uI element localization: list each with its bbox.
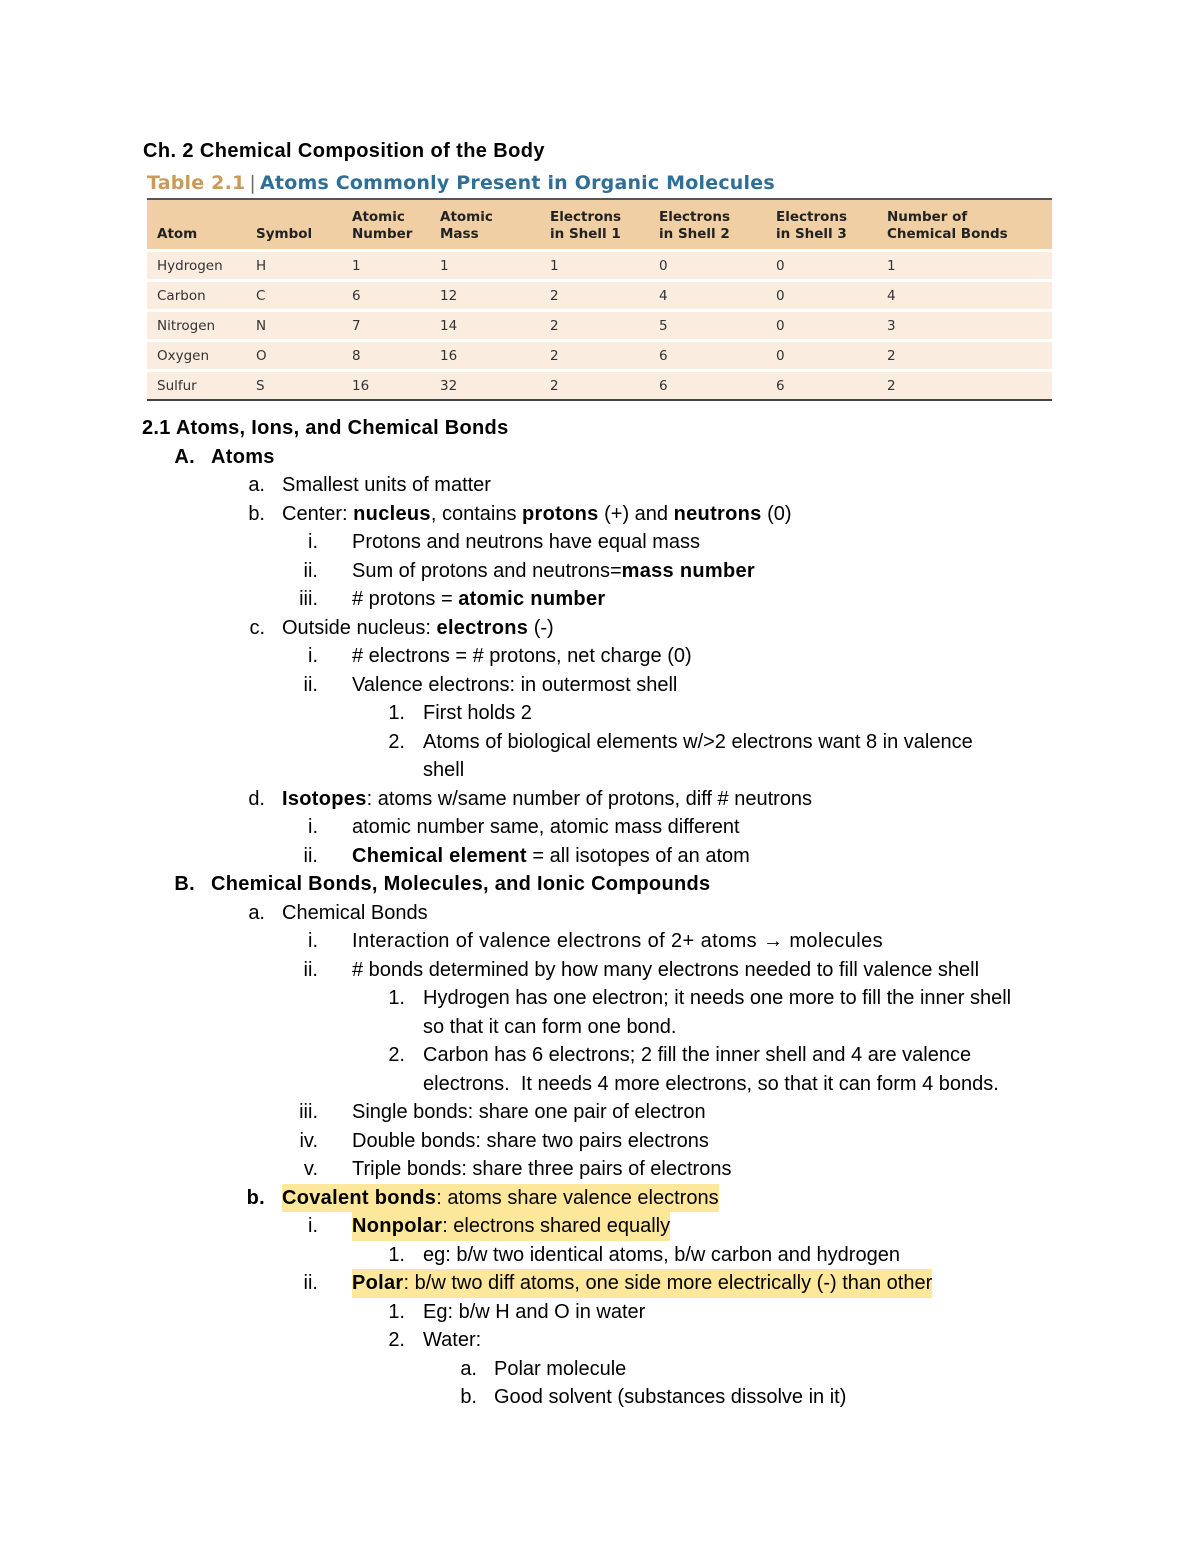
list-text: Chemical Bonds: [282, 901, 428, 924]
atoms-table: [147, 198, 1052, 401]
list-item: [0, 1184, 1200, 1213]
list-text: electrons. It needs 4 more electrons, so that it can form 4 bonds.: [423, 1072, 999, 1095]
table-cell: 6: [649, 371, 766, 401]
list-marker: i.: [308, 1215, 318, 1237]
list-marker: b.: [246, 1186, 265, 1209]
list-marker: iv.: [299, 1129, 318, 1152]
list-item: [0, 956, 1200, 985]
list-marker: 1.: [388, 1243, 405, 1266]
list-item: [0, 899, 1200, 928]
table-cell: 1: [342, 251, 430, 281]
list-marker: i.: [308, 816, 318, 838]
list-text: eg: b/w two identical atoms, b/w carbon and hydrogen: [423, 1243, 900, 1266]
table-cell: 0: [766, 311, 877, 341]
list-text: Double bonds: share two pairs electrons: [352, 1129, 709, 1152]
heading-chemical-bonds: Chemical Bonds, Molecules, and Ionic Compounds: [211, 873, 711, 895]
list-text: Triple bonds: share three pairs of electrons: [352, 1158, 732, 1180]
highlighted-text: Covalent bonds: atoms share valence electrons: [282, 1184, 719, 1213]
list-item: [0, 500, 1200, 529]
list-text: # protons = atomic number: [352, 588, 606, 610]
list-text: Outside nucleus: electrons (-): [282, 616, 554, 639]
table-cell: 2: [540, 341, 649, 371]
table-cell: 2: [540, 281, 649, 311]
list-text: Atoms of biological elements w/>2 electrons want 8 in valence: [423, 730, 973, 753]
table-cell: 2: [540, 311, 649, 341]
list-item: [0, 842, 1200, 871]
list-item: [0, 699, 1200, 728]
table-cell: 2: [540, 371, 649, 401]
table-cell: 14: [430, 311, 540, 341]
header-shell-3: Electrons in Shell 3: [766, 199, 877, 251]
table-caption: [147, 172, 775, 194]
list-text: Polar molecule: [494, 1357, 627, 1380]
list-marker: b.: [248, 502, 265, 525]
list-marker: iii.: [299, 588, 318, 610]
table-cell: 2: [877, 371, 1052, 401]
list-marker: ii.: [303, 1272, 318, 1294]
table-cell: O: [246, 341, 342, 371]
list-text: shell: [423, 759, 465, 781]
list-item: [0, 1098, 1200, 1127]
page-title: Ch. 2 Chemical Composition of the Body: [143, 140, 545, 162]
list-marker: a.: [248, 474, 265, 496]
list-item: [0, 813, 1200, 842]
table-row: [147, 281, 1052, 311]
section-heading-row: [0, 414, 1200, 443]
list-item-continuation: [0, 756, 1200, 785]
list-item: [0, 1041, 1200, 1070]
list-marker: 2.: [388, 1044, 405, 1066]
header-chemical-bonds: Number of Chemical Bonds: [877, 199, 1052, 251]
table-cell: 5: [649, 311, 766, 341]
list-marker: ii.: [303, 673, 318, 696]
table-cell: H: [246, 251, 342, 281]
list-item: [0, 728, 1200, 757]
table-cell: S: [246, 371, 342, 401]
list-marker: d.: [248, 787, 265, 810]
list-marker: 2.: [388, 1329, 405, 1351]
table-cell: 12: [430, 281, 540, 311]
highlighted-text: Nonpolar: electrons shared equally: [352, 1212, 670, 1241]
list-text: Protons and neutrons have equal mass: [352, 531, 700, 553]
list-text: First holds 2: [423, 702, 532, 724]
list-text: Center: nucleus, contains protons (+) and neutrons (0): [282, 502, 792, 525]
list-text: # electrons = # protons, net charge (0): [352, 645, 692, 667]
list-item: [0, 1355, 1200, 1384]
table-cell: Oxygen: [147, 341, 246, 371]
list-marker: a.: [460, 1357, 477, 1380]
caption-separator: |: [249, 172, 257, 194]
list-text: # bonds determined by how many electrons needed to fill valence shell: [352, 958, 980, 981]
list-item: [0, 557, 1200, 586]
table-cell: Sulfur: [147, 371, 246, 401]
list-marker: 2.: [388, 730, 405, 753]
list-item: [0, 585, 1200, 614]
table-cell: 32: [430, 371, 540, 401]
list-text: Hydrogen has one electron; it needs one more to fill the inner shell: [423, 987, 1012, 1009]
table-cell: 1: [877, 251, 1052, 281]
list-item: [0, 984, 1200, 1013]
list-item-continuation: [0, 1070, 1200, 1099]
table-cell: 1: [430, 251, 540, 281]
header-atom: Atom: [147, 199, 246, 251]
list-item: [0, 1298, 1200, 1327]
list-text: Sum of protons and neutrons=mass number: [352, 559, 755, 582]
list-marker: ii.: [303, 559, 318, 582]
table-title: Atoms Commonly Present in Organic Molecules: [260, 172, 775, 194]
list-marker: 1.: [388, 987, 405, 1009]
list-item: [0, 614, 1200, 643]
list-marker: ii.: [303, 958, 318, 981]
list-marker: iii.: [299, 1101, 318, 1123]
header-shell-1: Electrons in Shell 1: [540, 199, 649, 251]
list-text: Water:: [423, 1329, 482, 1351]
header-symbol: Symbol: [246, 199, 342, 251]
list-item: [0, 1127, 1200, 1156]
table-cell: 0: [766, 251, 877, 281]
table-row: [147, 371, 1052, 401]
table-cell: 4: [649, 281, 766, 311]
list-marker: a.: [248, 901, 265, 924]
table-cell: 7: [342, 311, 430, 341]
list-marker: A.: [174, 445, 195, 468]
list-item: [0, 1212, 1200, 1241]
table-header-row: [147, 199, 1052, 251]
list-item: [0, 1326, 1200, 1355]
list-marker: c.: [249, 616, 265, 639]
highlighted-text: Polar: b/w two diff atoms, one side more electrically (-) than other: [352, 1269, 932, 1298]
list-marker: 1.: [388, 702, 405, 724]
list-marker: ii.: [303, 844, 318, 867]
table-cell: 6: [342, 281, 430, 311]
list-text: Valence electrons: in outermost shell: [352, 673, 678, 696]
list-item: [0, 471, 1200, 500]
list-text: Single bonds: share one pair of electron: [352, 1101, 706, 1123]
list-marker: b.: [460, 1386, 477, 1408]
notes-outline: [0, 414, 1200, 1412]
list-marker: 1.: [388, 1300, 405, 1323]
list-text: Smallest units of matter: [282, 474, 491, 496]
header-shell-2: Electrons in Shell 2: [649, 199, 766, 251]
table-cell: 1: [540, 251, 649, 281]
table-cell: Hydrogen: [147, 251, 246, 281]
list-text: Isotopes: atoms w/same number of protons, diff # neutrons: [282, 787, 813, 810]
list-text: so that it can form one bond.: [423, 1015, 677, 1038]
table-cell: N: [246, 311, 342, 341]
heading-atoms: Atoms: [211, 445, 275, 468]
list-item: [0, 1383, 1200, 1412]
table-cell: 0: [766, 281, 877, 311]
list-item: [0, 528, 1200, 557]
table-cell: Carbon: [147, 281, 246, 311]
table-cell: 0: [649, 251, 766, 281]
table-cell: 4: [877, 281, 1052, 311]
list-item: [0, 642, 1200, 671]
table-cell: Nitrogen: [147, 311, 246, 341]
table-cell: 16: [342, 371, 430, 401]
list-item: [0, 927, 1200, 956]
heading-b-row: [0, 870, 1200, 899]
section-heading: 2.1 Atoms, Ions, and Chemical Bonds: [142, 417, 509, 439]
list-item: [0, 785, 1200, 814]
list-text: Eg: b/w H and O in water: [423, 1300, 646, 1323]
list-marker: i.: [308, 531, 318, 553]
list-text: Interaction of valence electrons of 2+ atoms → molecules: [352, 930, 883, 952]
list-item: [0, 1269, 1200, 1298]
header-atomic-mass: Atomic Mass: [430, 199, 540, 251]
table-cell: 16: [430, 341, 540, 371]
list-text: atomic number same, atomic mass different: [352, 816, 740, 838]
table-cell: 6: [766, 371, 877, 401]
table-cell: 8: [342, 341, 430, 371]
table-number: Table 2.1: [147, 172, 246, 194]
header-atomic-number: Atomic Number: [342, 199, 430, 251]
list-item: [0, 671, 1200, 700]
table-row: [147, 341, 1052, 371]
table-cell: C: [246, 281, 342, 311]
table-cell: 6: [649, 341, 766, 371]
list-marker: i.: [308, 645, 318, 667]
list-text: Carbon has 6 electrons; 2 fill the inner shell and 4 are valence: [423, 1044, 972, 1066]
list-item: [0, 1241, 1200, 1270]
list-text: Chemical element = all isotopes of an atom: [352, 844, 750, 867]
list-item-continuation: [0, 1013, 1200, 1042]
table-row: [147, 251, 1052, 281]
list-marker: i.: [308, 930, 318, 952]
table-cell: 2: [877, 341, 1052, 371]
heading-a-row: [0, 443, 1200, 472]
list-marker: B.: [174, 873, 195, 895]
table-row: [147, 311, 1052, 341]
table-cell: 3: [877, 311, 1052, 341]
list-text: Good solvent (substances dissolve in it): [494, 1386, 847, 1408]
list-marker: v.: [303, 1158, 318, 1180]
table-cell: 0: [766, 341, 877, 371]
list-item: [0, 1155, 1200, 1184]
